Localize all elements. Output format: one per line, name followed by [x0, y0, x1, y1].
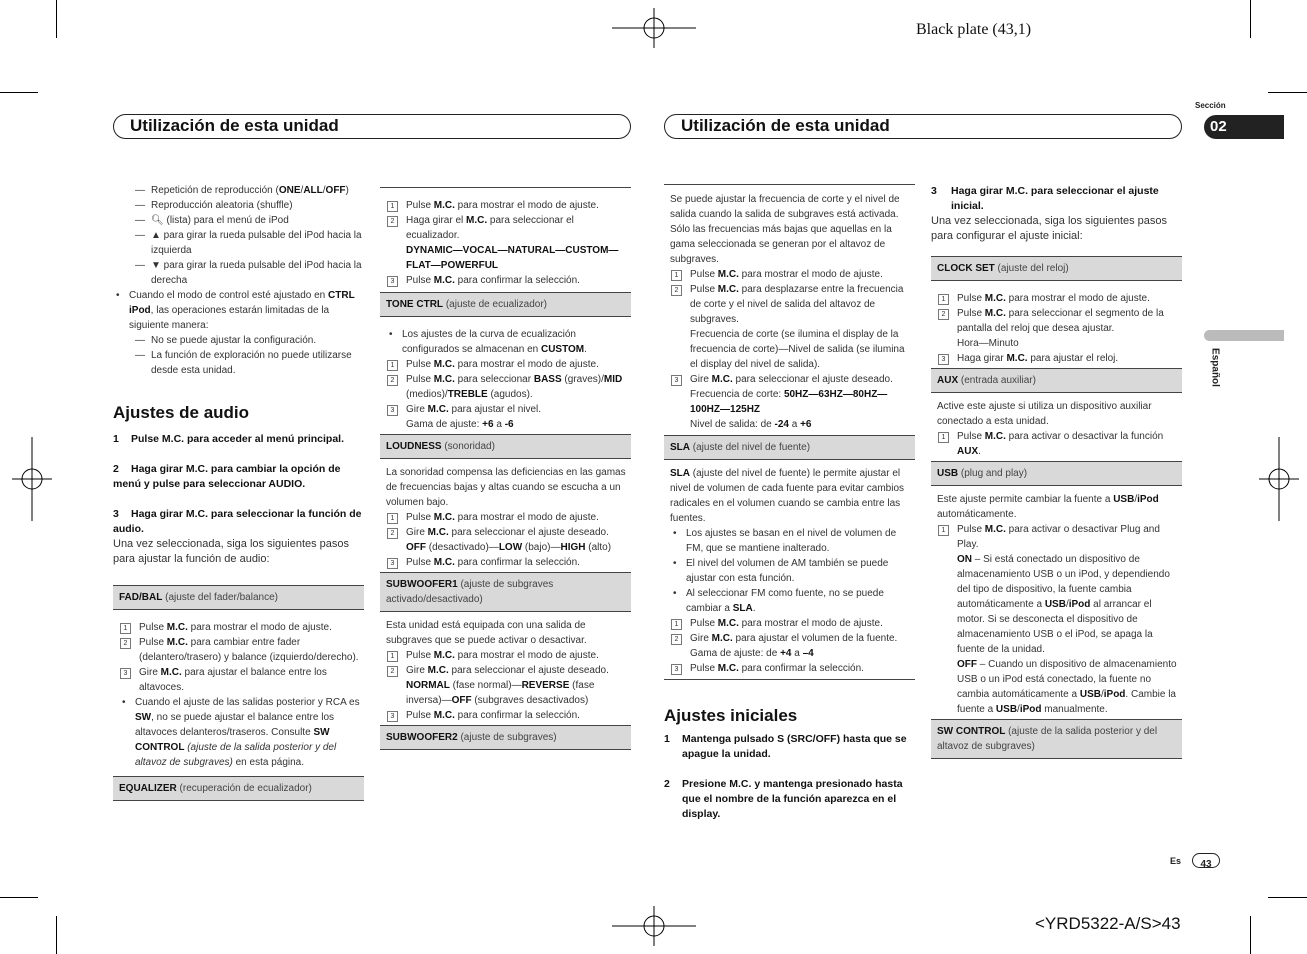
list-item: 3 Gire M.C. para seleccionar el ajuste deseado. Frecuencia de corte: 50HZ—63HZ—80HZ—100HZ—125HZ Nivel de salida: de -24 a +6: [670, 372, 911, 432]
subwoofer2-text: Se puede ajustar la frecuencia de corte y el nivel de salida cuando la salida de subgraves está activada.: [670, 194, 900, 220]
list-item: • Al seleccionar FM como fuente, no se puede cambiar a SLA.: [673, 588, 884, 614]
page-number-badge: [1192, 853, 1220, 868]
list-item: 3 Gire M.C. para ajustar el nivel. Gama de ajuste: +6 a -6: [386, 402, 627, 432]
page-lang: Es: [1170, 856, 1182, 866]
list-item: — Reproducción aleatoria (shuffle): [135, 200, 293, 211]
list-item: 3 Pulse M.C. para confirmar la selección.: [386, 273, 627, 288]
column-3: [664, 184, 915, 822]
crop-mark: [56, 916, 57, 954]
section-heading: Ajustes de audio: [113, 403, 250, 422]
setting-header-tone-ctrl: TONE CTRL (ajuste de ecualizador): [380, 292, 631, 317]
setting-header-subwoofer2: SUBWOOFER2 (ajuste de subgraves): [380, 725, 631, 750]
registration-mark-icon: [612, 906, 696, 946]
setting-header-loudness: LOUDNESS (sonoridad): [380, 434, 631, 459]
crop-mark: [56, 0, 57, 38]
list-item: — ▼ para girar la rueda pulsable del iPod hacia la derecha: [135, 260, 362, 286]
list-item: 1 Pulse M.C. para activar o desactivar Plug and Play. ON – Si está conectado un dispositivo de almacenamiento USB o un iPod, y dependiendo del tipo de dispositivo, la fuente cambia automáticamente a USB/iPod al arrancar el motor. Si se desconecta el dispositivo de almacenamiento USB o el iPod, se apaga la fuente de la unidad. OFF – Cuando un dispositivo de almacenamiento USB o un iPod está conectado, la fuente no cambia automáticamente a USB/iPod. Cambie la fuente a USB/iPod manualmente.: [937, 522, 1178, 717]
column-1: [113, 183, 364, 801]
list-item: 1 Pulse M.C. para mostrar el modo de ajuste.: [119, 620, 360, 635]
list-item: 2 Pulse M.C. para cambiar entre fader (delantero/trasero) y balance (izquierdo/derecho).: [119, 635, 360, 665]
setting-header-clock-set: CLOCK SET (ajuste del reloj): [931, 256, 1182, 281]
list-item: 1 Pulse M.C. para activar o desactivar la función AUX.: [937, 429, 1178, 459]
footer-code: <YRD5322-A/S>43: [1035, 914, 1181, 933]
list-item: 1 Pulse M.C. para mostrar el modo de ajuste.: [386, 198, 627, 213]
section-number: 02: [1210, 118, 1227, 135]
setting-header-aux: AUX (entrada auxiliar): [931, 368, 1182, 393]
setting-header-sw-control: SW CONTROL (ajuste de la salida posterior y del altavoz de subgraves): [931, 719, 1182, 759]
page-title-left: Utilización de esta unidad: [113, 114, 631, 139]
list-item: • El nivel del volumen de AM también se puede ajustar con esta función.: [673, 558, 889, 584]
search-icon: 🔍︎: [151, 215, 167, 226]
list-item: 1 Pulse M.C. para mostrar el modo de ajuste.: [386, 510, 627, 525]
step-3-text: Una vez seleccionada, siga los siguientes pasos para ajustar la función de audio:: [113, 538, 350, 565]
setting-header-sla: SLA (ajuste del nivel de fuente): [664, 435, 915, 460]
list-item: 3 Haga girar M.C. para ajustar el reloj.: [937, 351, 1178, 366]
registration-mark-icon: [1259, 437, 1299, 521]
setting-header-subwoofer1: SUBWOOFER1 (ajuste de subgraves activado/desactivado): [380, 572, 631, 612]
registration-mark-icon: [12, 437, 52, 521]
crop-mark: [1268, 897, 1307, 898]
list-item: 1 Pulse M.C. para mostrar el modo de ajuste.: [386, 648, 627, 663]
list-item: 1 Pulse M.C. para mostrar el modo de ajuste.: [386, 357, 627, 372]
list-item: 2 Pulse M.C. para seleccionar el segmento de la pantalla del reloj que desea ajustar. Hora—Minuto: [937, 306, 1178, 351]
list-item: 1 Pulse M.C. para mostrar el modo de ajuste.: [937, 291, 1178, 306]
list-item: 2 Pulse M.C. para desplazarse entre la frecuencia de corte y el nivel de salida del altavoz de subgraves. Frecuencia de corte (se ilumina el display de la frecuencia de corte)—Nivel de salida (se ilumina el display del nivel de salida).: [670, 282, 911, 372]
language-label: Español: [1209, 348, 1221, 387]
setting-header-fad-bal: FAD/BAL (ajuste del fader/balance): [113, 585, 364, 610]
crop-mark: [0, 897, 38, 898]
subwoofer2-text: Sólo las frecuencias más bajas que aquellas en la gama seleccionada se generan por el altavoz de subgraves.: [670, 224, 892, 265]
list-item: 2 Gire M.C. para seleccionar el ajuste deseado. NORMAL (fase normal)—REVERSE (fase inversa)—OFF (subgraves desactivados): [386, 663, 627, 708]
crop-mark: [1250, 0, 1251, 38]
section-label: Sección: [1195, 101, 1226, 110]
setting-header-equalizer: EQUALIZER (recuperación de ecualizador): [113, 776, 364, 801]
list-item: — Repetición de reproducción (ONE/ALL/OFF): [135, 185, 349, 196]
list-item: • Los ajustes de la curva de ecualización configurados se almacenan en CUSTOM.: [389, 329, 587, 355]
usb-text: Este ajuste permite cambiar la fuente a USB/iPod automáticamente.: [937, 494, 1159, 520]
registration-mark-icon: [612, 8, 696, 48]
step-3: 3 Haga girar M.C. para seleccionar el ajuste inicial.: [931, 185, 1159, 212]
list-item: 3 Pulse M.C. para confirmar la selección.: [386, 708, 627, 723]
step-3-text: Una vez seleccionada, siga los siguientes pasos para configurar el ajuste inicial:: [931, 215, 1168, 242]
subwoofer1-text: Esta unidad está equipada con una salida de subgraves que se puede activar o desactivar.: [386, 620, 587, 646]
setting-header-usb: USB (plug and play): [931, 461, 1182, 486]
list-item: 1 Pulse M.C. para mostrar el modo de ajuste.: [670, 267, 911, 282]
page-title-right: Utilización de esta unidad: [664, 114, 1182, 139]
section-heading: Ajustes iniciales: [664, 706, 798, 725]
list-item: 2 Pulse M.C. para seleccionar BASS (graves)/MID (medios)/TREBLE (agudos).: [386, 372, 627, 402]
step-2: 2 Presione M.C. y mantenga presionado hasta que el nombre de la función aparezca en el display.: [664, 778, 903, 820]
crop-mark: [1268, 92, 1307, 93]
list-item: 3 Pulse M.C. para confirmar la selección.: [670, 661, 911, 676]
crop-mark: [0, 92, 38, 93]
list-item: — ▲ para girar la rueda pulsable del iPod hacia la izquierda: [135, 230, 362, 256]
step-2: 2 Haga girar M.C. para cambiar la opción de menú y pulse para seleccionar AUDIO.: [113, 463, 341, 490]
list-item: 3 Pulse M.C. para confirmar la selección.: [386, 555, 627, 570]
sla-text: SLA (ajuste del nivel de fuente) le permite ajustar el nivel de volumen de cada fuente para evitar cambios radicales en el volumen cuando se cambia entre las fuentes.: [670, 468, 905, 524]
step-1: 1 Pulse M.C. para acceder al menú principal.: [113, 433, 344, 445]
crop-mark: [1250, 916, 1251, 954]
loudness-text: La sonoridad compensa las deficiencias en las gamas de frecuencias bajas y altas cuando se escucha a un volumen bajo.: [386, 467, 626, 508]
list-item: — La función de exploración no puede utilizarse desde esta unidad.: [135, 350, 352, 376]
step-3: 3 Haga girar M.C. para seleccionar la función de audio.: [113, 508, 362, 535]
aux-text: Active este ajuste si utiliza un dispositivo auxiliar conectado a esta unidad.: [937, 401, 1152, 427]
list-item: — No se puede ajustar la configuración.: [135, 335, 317, 346]
column-2: [380, 187, 631, 750]
page-number: 43: [1200, 859, 1212, 870]
list-item: 2 Gire M.C. para seleccionar el ajuste deseado. OFF (desactivado)—LOW (bajo)—HIGH (alto): [386, 525, 627, 555]
step-1: 1 Mantenga pulsado S (SRC/OFF) hasta que se apague la unidad.: [664, 733, 907, 760]
list-item: 1 Pulse M.C. para mostrar el modo de ajuste.: [670, 616, 911, 631]
section-tab: [1204, 115, 1284, 139]
list-item: 2 Haga girar el M.C. para seleccionar el ecualizador. DYNAMIC—VOCAL—NATURAL—CUSTOM—FLAT—POWERFUL: [386, 213, 627, 273]
list-item: — 🔍︎ (lista) para el menú de iPod: [135, 215, 289, 226]
list-item: 3 Gire M.C. para ajustar el balance entre los altavoces.: [119, 665, 360, 695]
list-item: • Cuando el modo de control esté ajustado en CTRL iPod, las operaciones estarán limitadas de la siguiente manera:: [116, 290, 355, 331]
column-4: [931, 184, 1182, 759]
list-item: • Los ajustes se basan en el nivel de volumen de FM, que se mantiene inalterado.: [673, 528, 897, 554]
list-item: • Cuando el ajuste de las salidas posterior y RCA es SW, no se puede ajustar el balance entre los altavoces delanteros/traseros. Consulte SW CONTROL (ajuste de la salida posterior y del altavoz de subgraves) en esta página.: [122, 697, 360, 768]
list-item: 2 Gire M.C. para ajustar el volumen de la fuente. Gama de ajuste: de +4 a –4: [670, 631, 911, 661]
plate-label: Black plate (43,1): [916, 21, 1032, 38]
